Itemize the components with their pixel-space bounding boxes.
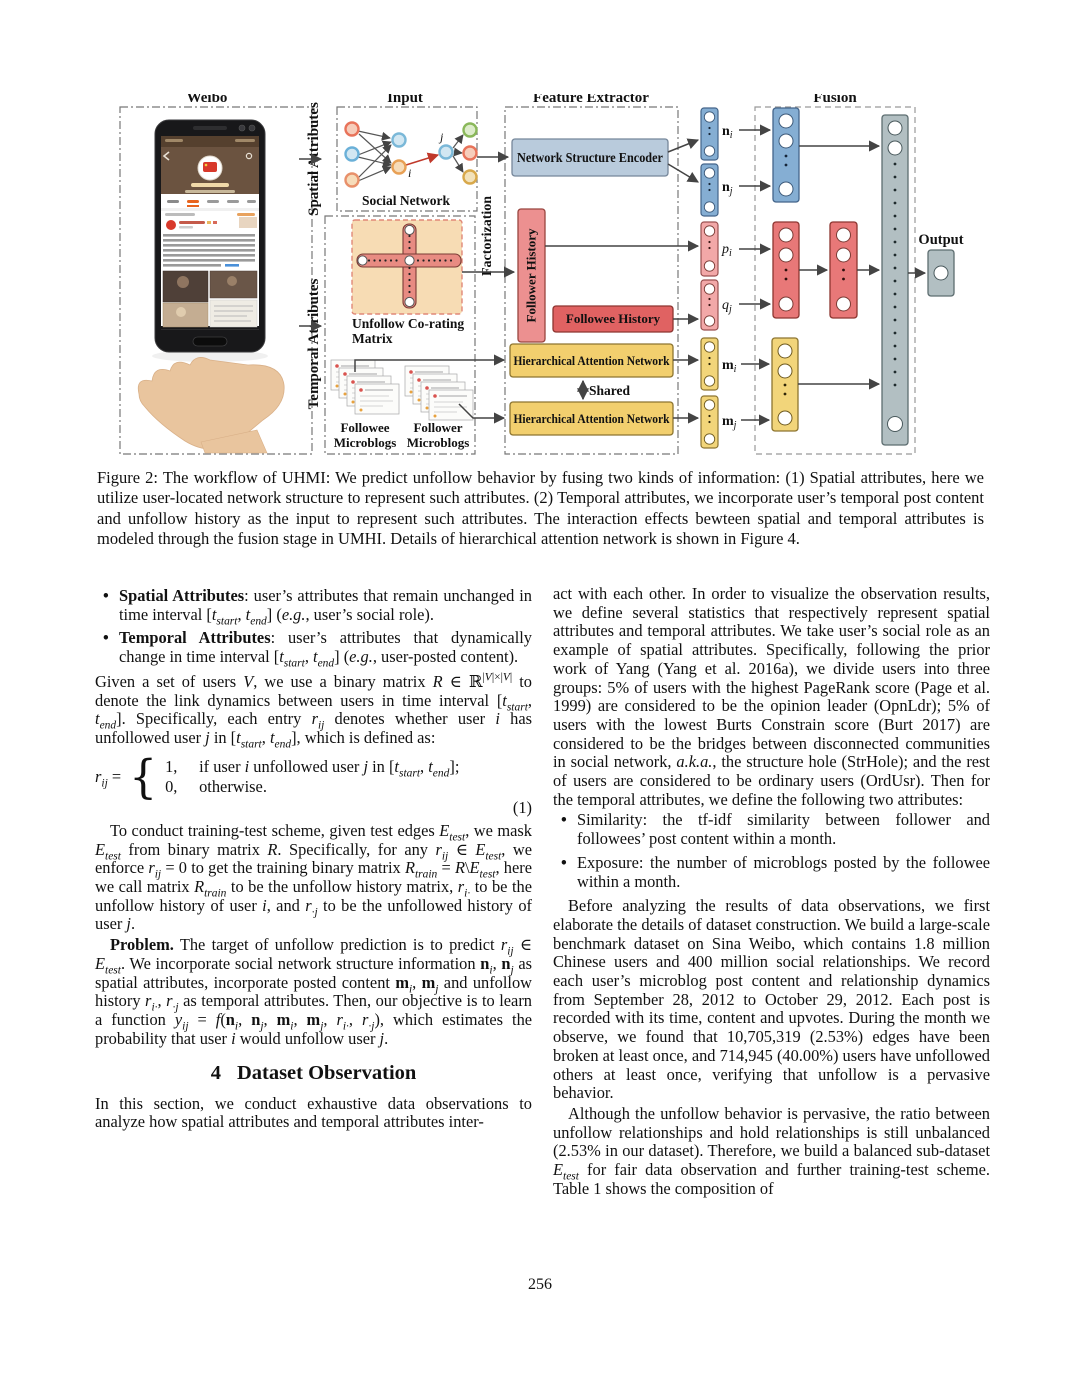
left-column: [95, 585, 532, 1134]
paragraph: act with each other. In order to visualize the observation results, we define several statistics that respectively represent spatial attributes and temporal attributes. We take user’s social role as an example of spatial attributes. Specifically, following the prior work of Yang (Yang et al. 2016a), we divide users into three groups: 5% of users with the highest PageRank score (Page et al. 1999) are considered to be the opinion leader (OpnLdr); 5% of users with the lowest Burts Constrain score (Burt 2017) are considered to be the bridges between disconnected communities in social network, a.k.a., the structure hole (StrHole); and the rest of users are considered to be ordinary users (OrdUsr). Then for the temporal attributes, we define the following two attributes:: [553, 584, 990, 809]
paragraph-problem: Problem. The target of unfollow prediction is to predict $r_{ij}$ ∈ $E_{test}$. We incorporate social network structure information $n_i$, $n_j$ as spatial attributes, incorporate posted content $m_i$, $m_j$ and unfollow history $r_{i\cdot}$, $r_{\cdot j}$ as temporal attributes. Then, our objective is to learn a function $y_{ij} = f(n_i$, $n_j$, $m_i$, $m_j$, $r_{i\cdot}$, $r_{\cdot j}$), which estimates the probability that user i would unfollow user j.: [95, 935, 533, 1048]
svg-text:Followee History: Followee History: [565, 311, 661, 326]
han-box-2: [510, 402, 673, 435]
vector-n-i-label: $n_i$: [722, 124, 733, 141]
list-item: • Exposure: the number of microblogs posted by the followee within a month.: [577, 854, 990, 891]
section-heading: [95, 1062, 532, 1085]
vector-m-j-label: $m_j$: [722, 414, 737, 431]
post-photo-grid-bottom: [163, 300, 257, 327]
hand-illustration: [138, 357, 284, 453]
equation-case-condition: otherwise.: [199, 776, 267, 796]
right-column: [553, 585, 990, 1201]
phone-illustration: [152, 120, 268, 362]
input-label: Input: [387, 94, 423, 106]
follower-history-box: [518, 209, 545, 342]
fusion-panel: [755, 94, 915, 454]
weibo-label: Weibo: [186, 94, 228, 106]
temporal-attributes-list: [553, 811, 990, 891]
network-structure-encoder-box: [512, 139, 668, 176]
vector-m-i-label: $m_i$: [722, 358, 737, 375]
svg-text:Microblogs: Microblogs: [333, 435, 397, 450]
figure-2-caption: Figure 2: The workflow of UHMI: We predict unfollow behavior by fusing two kinds of information: (1) Spatial attributes, here we utilize user-located network structure to represent such attributes. (2) Temporal attributes, we incorporate user’s temporal post content and unfollow history as the input to represent such attributes. The interaction effects bewteen spatial and temporal attributes is modeled through the fusion stage in UMHI. Details of hierarchical attention network is shown in Figure 4.: [97, 468, 984, 548]
temporal-panel: [325, 216, 475, 454]
vector-columns: [701, 108, 737, 448]
fusion-blue-column: [773, 108, 799, 202]
matrix-caption-line2: Matrix: [352, 331, 393, 346]
figure-2: [115, 94, 965, 466]
followee-microblogs-stack: [331, 360, 399, 414]
fusion-yellow-column: [772, 338, 798, 431]
spatial-attributes-label: Spatial Attributes: [306, 102, 322, 216]
shared-label: Shared: [589, 383, 631, 398]
equation-case-value: 0,: [165, 776, 178, 796]
fusion-label: Fusion: [813, 94, 857, 106]
attribute-definitions-list: [95, 586, 533, 670]
temporal-attributes-label: Temporal Attributes: [306, 278, 322, 410]
equation-number: (1): [512, 798, 532, 818]
list-item: • Spatial Attributes: user’s attributes that remain unchanged in time interval [$t_{start}$, $t_{end}$] (e.g., user’s social role).: [119, 587, 532, 624]
output-label: Output: [918, 232, 964, 248]
svg-text:Hierarchical Attention Network: Hierarchical Attention Network: [513, 411, 671, 426]
equation-1: [95, 750, 532, 804]
section-title: Dataset Observation: [236, 1062, 417, 1085]
paragraph: Although the unfollow behavior is pervasive, the ratio between unfollow relationships and hold relationships is still unbalanced (2.53% in our dataset). Therefore, we build a balanced sub-dataset $E_{test}$ for fair data observation and further training-test scheme. Table 1 shows the composition of: [553, 1103, 990, 1198]
vector-p-i-label: $p_i$: [722, 242, 732, 259]
equation-lhs: $r_{ij}$ =: [95, 767, 122, 790]
vector-n-j-label: $n_j$: [722, 180, 733, 197]
list-item: • Similarity: the tf-idf similarity between follower and followees’ post content within a month.: [577, 811, 990, 848]
svg-text:Network Structure Encoder: Network Structure Encoder: [517, 150, 663, 165]
fusion-red-column-1: [773, 222, 799, 318]
equation-cases: [165, 758, 459, 796]
paragraph: Before analyzing the results of data observations, we first elaborate the details of dataset construction. We build a large-scale benchmark dataset on Sina Weibo, which contains 1.8 million Chinese users and 400 million social relationships. We record each user’s microblog post content and relationship dynamics from September 28, 2012 to October 29, 2012. Each post is recorded with its time, content and upvotes. During the month we observe, we found that 10,705,319 (2.53%) edges have been broken at least once, and 714,945 (40.00%) users have unfollowed others at least once, verifying that unfollow is a pervasive behavior.: [553, 896, 990, 1103]
unfollow-matrix: [352, 220, 462, 314]
paragraph: To conduct training-test scheme, given test edges $E_{test}$, we mask $E_{test}$ from binary matrix R. Specifically, for any $r_{ij}$ ∈ $E_{test}$, we enforce $r_{ij} = 0$ to get the training binary matrix $R_{train}$ = $R\backslash E_{test}$, here we call matrix $R_{train}$ to be the unfollow history matrix, $r_{i\cdot}$ to be the unfollow history of user i, and $r_{\cdot j}$ to be the unfollowed history of user j.: [95, 820, 532, 934]
section-number: 4: [210, 1062, 221, 1085]
matrix-caption-line1: Unfollow Co-rating: [352, 316, 465, 331]
node-j-label: j: [440, 130, 444, 144]
follower-microblogs-label: Follower: [413, 420, 463, 435]
fusion-red-column-2: [830, 222, 857, 318]
list-item: • Temporal Attributes: user’s attributes that dynamically change in time interval [$t_{start}$, $t_{end}$] (e.g., user-posted content).: [119, 629, 532, 666]
vector-q-j-label: $q_j$: [722, 298, 732, 315]
svg-text:Hierarchical Attention Network: Hierarchical Attention Network: [513, 353, 671, 368]
input-panel: [337, 94, 477, 211]
figure-2-diagram: [115, 94, 965, 466]
han-box-1: [510, 344, 673, 377]
node-i-label: i: [408, 166, 412, 180]
equation-brace: {: [129, 750, 158, 804]
svg-text:Microblogs: Microblogs: [406, 435, 470, 450]
followee-history-box: [553, 306, 673, 332]
paragraph: In this section, we conduct exhaustive data observations to analyze how spatial attributes and temporal attributes inter-: [95, 1093, 532, 1132]
equation-case-value: 1,: [165, 757, 178, 777]
page-number: 256: [528, 1276, 552, 1293]
followee-microblogs-label: Followee: [340, 420, 390, 435]
feature-extractor-panel: [505, 94, 678, 454]
fusion-gray-column: [882, 115, 908, 445]
follower-microblogs-stack: [405, 366, 473, 420]
equation-case-condition: if user i unfollowed user j in [$t_{start}$, $t_{end}$];: [199, 757, 460, 780]
phone-camera-icon: [239, 125, 245, 131]
factorization-label: Factorization: [480, 195, 495, 277]
output-box: [918, 232, 963, 296]
feature-extractor-label: Feature Extractor: [533, 94, 649, 106]
paragraph: Given a set of users V, we use a binary matrix R ∈ ℝ$^{|V|\times|V|}$ to denote the link dynamics between users in time interval [$t_{start}$, $t_{end}$]. Specifically, each entry $r_{ij}$ denotes whether user i has unfollowed user j in [$t_{start}$, $t_{end}$], which is defined as:: [95, 671, 532, 751]
post-photo-grid: [163, 271, 257, 302]
svg-text:Follower History: Follower History: [523, 228, 539, 323]
shared-arrow: [583, 381, 631, 399]
weibo-panel: [120, 94, 312, 454]
social-network-label: Social Network: [361, 193, 451, 208]
